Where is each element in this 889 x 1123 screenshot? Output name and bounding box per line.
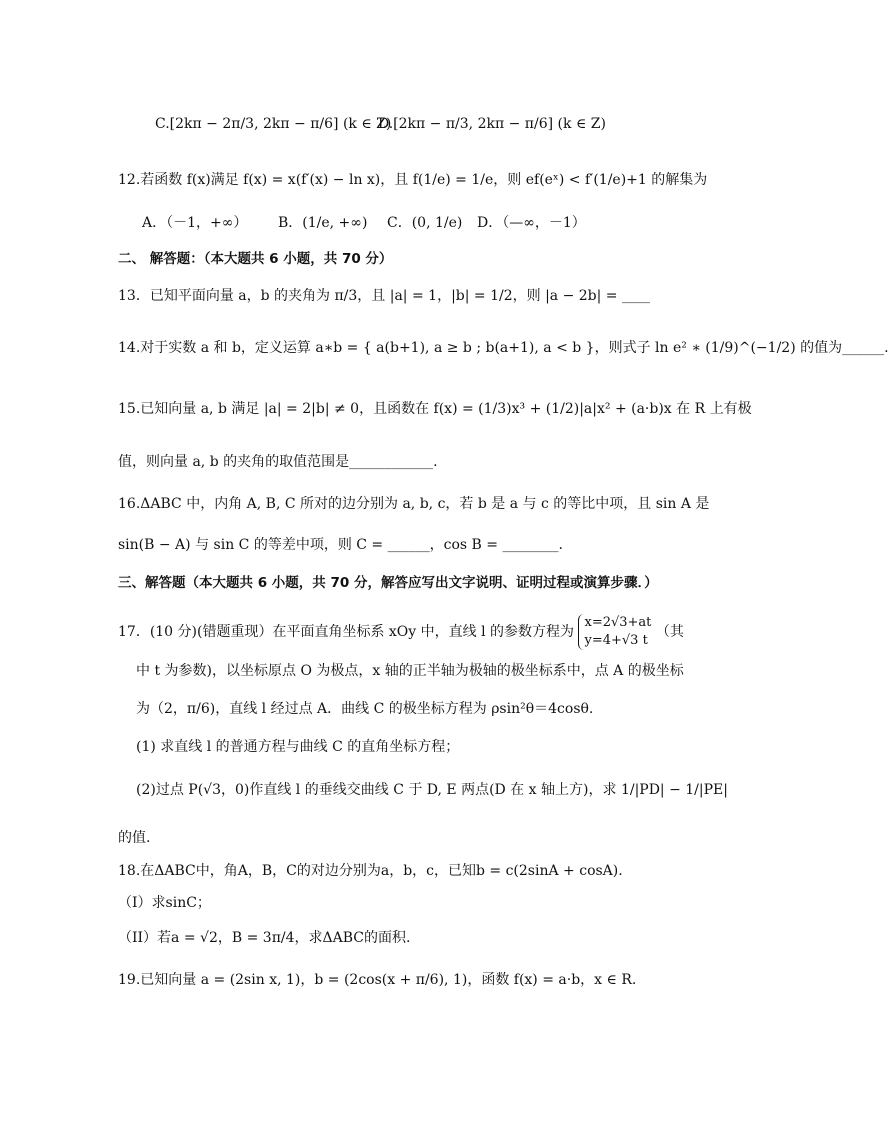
q19-text: 19.已知向量 a = (2sin x, 1)，b = (2cos(x + π/6), 1)，函数 f(x) = a·b，x ∈ R. [118, 972, 637, 988]
q12-stem: 12.若函数 f(x)满足 f(x) = x(f′(x) − ln x)，且 f(1/e) = 1/e，则 ef(eˣ) < f′(1/e)+1 的解集为 [118, 172, 708, 188]
q16-line-2: sin(B − A) 与 sin C 的等差中项，则 C = ______，cos B = ________. [118, 537, 563, 553]
q17-line-1-end: （其 [655, 624, 684, 640]
q11-option-c: C.[2kπ − 2π/3, 2kπ − π/6] (k ∈ Z) [155, 116, 392, 132]
q12-option-a: A．（－1，+∞） [142, 215, 248, 231]
q13-text: 13．已知平面向量 a，b 的夹角为 π/3，且 |a| = 1，|b| = 1/2，则 |a − 2b| = ____ [118, 288, 650, 304]
q17-end: 的值. [118, 830, 151, 846]
q12-option-d: D．（—∞，－1） [477, 215, 586, 231]
q16-line-1: 16.ΔABC 中，内角 A, B, C 所对的边分别为 a, b, c，若 b 是 a 与 c 的等比中项，且 sin A 是 [118, 496, 710, 512]
q17-parametric-system [578, 614, 651, 650]
q14-text: 14.对于实数 a 和 b，定义运算 a∗b = { a(b+1), a ≥ b ; b(a+1), a < b }，则式子 ln e² ∗ (1/9)^(−1/2) 的值为______. [118, 340, 889, 356]
q17-line-2: 中 t 为参数)，以坐标原点 O 为极点，x 轴的正半轴为极轴的极坐标系中，点 A 的极坐标 [136, 663, 684, 679]
q18-stem: 18.在ΔABC中，角A，B，C的对边分别为a，b，c，已知b = c(2sinA + cosA). [118, 863, 623, 879]
q18-sub-1: （I）求sinC； [118, 895, 211, 911]
q17-line-1 [118, 614, 684, 650]
q12-option-c: C．(0, 1/e) [387, 215, 463, 231]
q18-sub-2: （II）若a = √2，B = 3π/4，求ΔABC的面积. [118, 930, 411, 946]
section-2-heading: 二、 解答题：（本大题共 6 小题，共 70 分） [118, 251, 393, 267]
q17-line-1-text: 17．(10 分)(错题重现）在平面直角坐标系 xOy 中，直线 l 的参数方程为 [118, 624, 575, 640]
q17-sub-1: (1) 求直线 l 的普通方程与曲线 C 的直角坐标方程； [136, 739, 460, 755]
section-3-heading: 三、解答题（本大题共 6 小题，共 70 分，解答应写出文字说明、证明过程或演算步骤．） [118, 575, 658, 591]
q15-line-1: 15.已知向量 a, b 满足 |a| = 2|b| ≠ 0，且函数在 f(x) = (1/3)x³ + (1/2)|a|x² + (a·b)x 在 R 上有极 [118, 401, 752, 417]
q17-sub-2: (2)过点 P(√3，0)作直线 l 的垂线交曲线 C 于 D, E 两点(D 在 x 轴上方)，求 1/|PD| − 1/|PE| [136, 782, 728, 798]
q12-option-b: B．(1/e, +∞) [278, 215, 368, 231]
q17-system-y: y=4+√3 t [584, 633, 648, 648]
q15-line-2: 值，则向量 a, b 的夹角的取值范围是____________. [118, 454, 438, 470]
q17-line-3: 为（2，π/6)，直线 l 经过点 A．曲线 C 的极坐标方程为 ρsin²θ＝4cosθ. [136, 701, 594, 717]
q17-system-x: x=2√3+at [584, 615, 652, 630]
q11-option-d: D.[2kπ − π/3, 2kπ − π/6] (k ∈ Z) [378, 116, 606, 132]
